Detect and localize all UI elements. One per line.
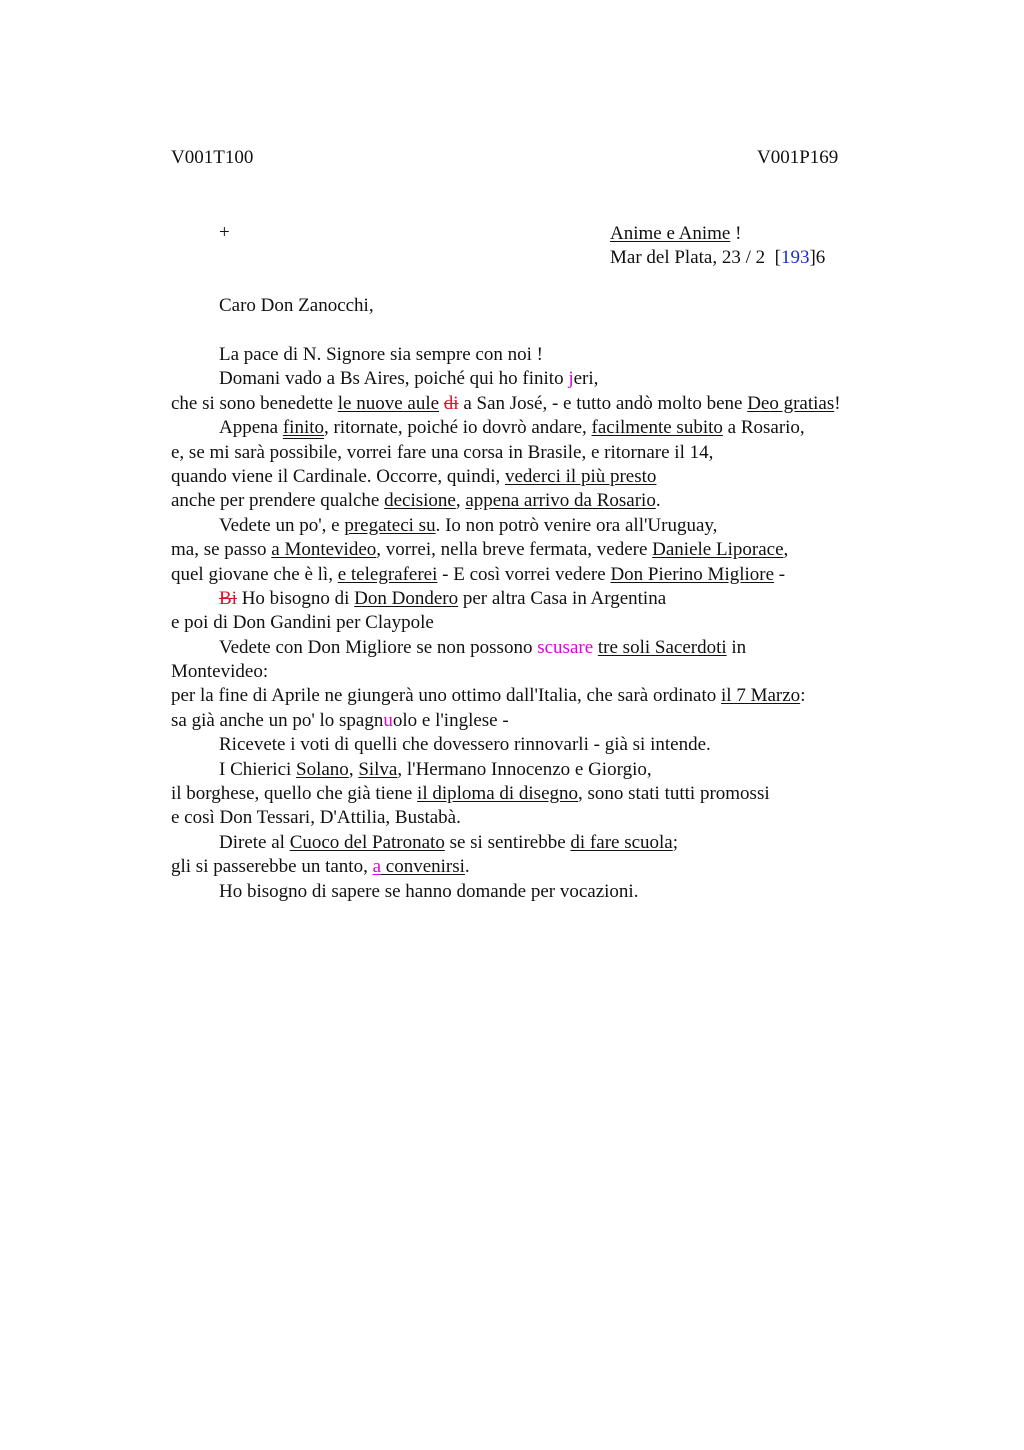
underlined-text: Daniele Liporace (652, 539, 784, 561)
insertion: u (383, 709, 393, 731)
motto: Anime e Anime (610, 223, 731, 244)
text: . (464, 856, 470, 878)
underlined-text: Don Pierino Migliore (610, 563, 775, 585)
text: , vorrei, nella breve fermata, vedere (376, 539, 653, 561)
letter-line: e, se mi sarà possibile, vorrei fare una corsa in Brasile, e ritornare il 14, (171, 441, 714, 463)
text: il borghese, quello che già tiene (171, 783, 418, 805)
motto-suffix: ! (730, 223, 742, 244)
letter-line: e poi di Don Gandini per Claypole (171, 612, 434, 634)
text: Vedete con Don Migliore se non possono (219, 636, 538, 658)
text: - E così vorrei vedere (437, 563, 611, 585)
place-date-suffix: ]6 (809, 247, 826, 269)
text: ; (672, 831, 679, 853)
letter-line (171, 831, 931, 855)
underlined-text: appena arrivo da Rosario (465, 490, 656, 512)
text: I Chierici (219, 758, 297, 780)
text: per altra Casa in Argentina (458, 587, 667, 609)
double-underlined-text: finito (282, 417, 325, 439)
underlined-text: tre soli Sacerdoti (597, 636, 727, 658)
letter-line (171, 489, 931, 513)
underlined-text: facilmente subito (591, 417, 723, 439)
underlined-text: Solano (296, 758, 349, 780)
place-date (610, 246, 825, 270)
letter-line (171, 782, 931, 806)
text: . Io non potrò venire ora all'Uruguay, (435, 514, 718, 536)
text: a San José, - e tutto andò molto bene (458, 392, 748, 414)
text: Vedete un po', e (219, 514, 345, 536)
cross-symbol: + (219, 222, 230, 243)
text: gli si passerebbe un tanto, (171, 856, 373, 878)
insertion: scusare (537, 636, 594, 658)
letter-line: Montevideo: (171, 661, 269, 683)
text: - (774, 563, 786, 585)
text: , (348, 758, 359, 780)
text: a Rosario, (722, 417, 805, 439)
deletion: di (443, 392, 459, 414)
place-date-prefix: Mar del Plata, 23 / 2 [ (610, 247, 781, 269)
text: ! (834, 392, 841, 414)
motto-line (610, 222, 825, 246)
underlined-text: convenirsi (381, 856, 465, 878)
text: , l'Hermano Innocenzo e Giorgio, (397, 758, 652, 780)
letter-line (171, 465, 931, 489)
underlined-text: il diploma di disegno (417, 783, 579, 805)
letter-body (171, 343, 931, 904)
underlined-text: di fare scuola (570, 831, 673, 853)
underlined-text: e telegraferei (337, 563, 438, 585)
text: , (783, 539, 789, 561)
text: Appena (219, 417, 283, 439)
underlined-text: Don Dondero (354, 587, 459, 609)
text: ma, se passo (171, 539, 272, 561)
text: : (800, 685, 806, 707)
text: Ho bisogno di (236, 587, 355, 609)
insertion: j (568, 368, 574, 390)
text: se si sentirebbe (444, 831, 571, 853)
underlined-text: le nuove aule (337, 392, 440, 414)
salutation: Caro Don Zanocchi, (219, 295, 374, 316)
letter-line: La pace di N. Signore sia sempre con noi ! (219, 344, 543, 365)
text: eri, (573, 368, 599, 390)
deletion: Bi (219, 587, 237, 609)
underlined-text: pregateci su (344, 514, 436, 536)
text: che si sono benedette (171, 392, 338, 414)
text: , ritornate, poiché io dovrò andare, (324, 417, 592, 439)
page-code: V001P169 (757, 147, 839, 168)
text: , sono stati tutti promossi (578, 783, 770, 805)
text: Domani vado a Bs Aires, poiché qui ho finito (219, 368, 569, 390)
letter-line (171, 709, 931, 733)
text: per la fine di Aprile ne giungerà uno ottimo dall'Italia, che sarà ordinato (171, 685, 722, 707)
underlined-text: Cuoco del Patronato (289, 831, 445, 853)
text: in (726, 636, 747, 658)
underlined-text: Silva (358, 758, 398, 780)
letter-line (171, 416, 931, 440)
letter-line (171, 367, 931, 391)
text: sa già anche un po' lo spagn (171, 709, 384, 731)
letter-line (171, 636, 931, 660)
underlined-text: a Montevideo (271, 539, 377, 561)
letter-line (171, 758, 931, 782)
letter-line (171, 538, 931, 562)
letter-heading (610, 222, 825, 271)
letter-line (171, 684, 931, 708)
letter-line: e così Don Tessari, D'Attilia, Bustabà. (171, 807, 461, 829)
text: anche per prendere qualche (171, 490, 385, 512)
text: . (655, 490, 661, 512)
letter-line (171, 392, 931, 416)
text: , (455, 490, 466, 512)
letter-line: Ho bisogno di sapere se hanno domande per vocazioni. (219, 880, 639, 902)
document-code: V001T100 (171, 147, 254, 168)
letter-line (171, 514, 931, 538)
editorial-year: 193 (780, 247, 810, 269)
text: quando viene il Cardinale. Occorre, quindi, (171, 465, 505, 487)
letter-line: Ricevete i voti di quelli che dovessero rinnovarli - già si intende. (219, 734, 711, 756)
underlined-text: il 7 Marzo (721, 685, 801, 707)
letter-line (171, 587, 931, 611)
underlined-text: Deo gratias (747, 392, 835, 414)
insertion: a (372, 856, 382, 878)
underlined-text: vederci il più presto (504, 465, 657, 487)
text: quel giovane che è lì, (171, 563, 338, 585)
text: olo e l'inglese - (392, 709, 509, 731)
text: Direte al (219, 831, 290, 853)
letter-line (171, 855, 931, 879)
underlined-text: decisione (384, 490, 456, 512)
letter-line (171, 563, 931, 587)
